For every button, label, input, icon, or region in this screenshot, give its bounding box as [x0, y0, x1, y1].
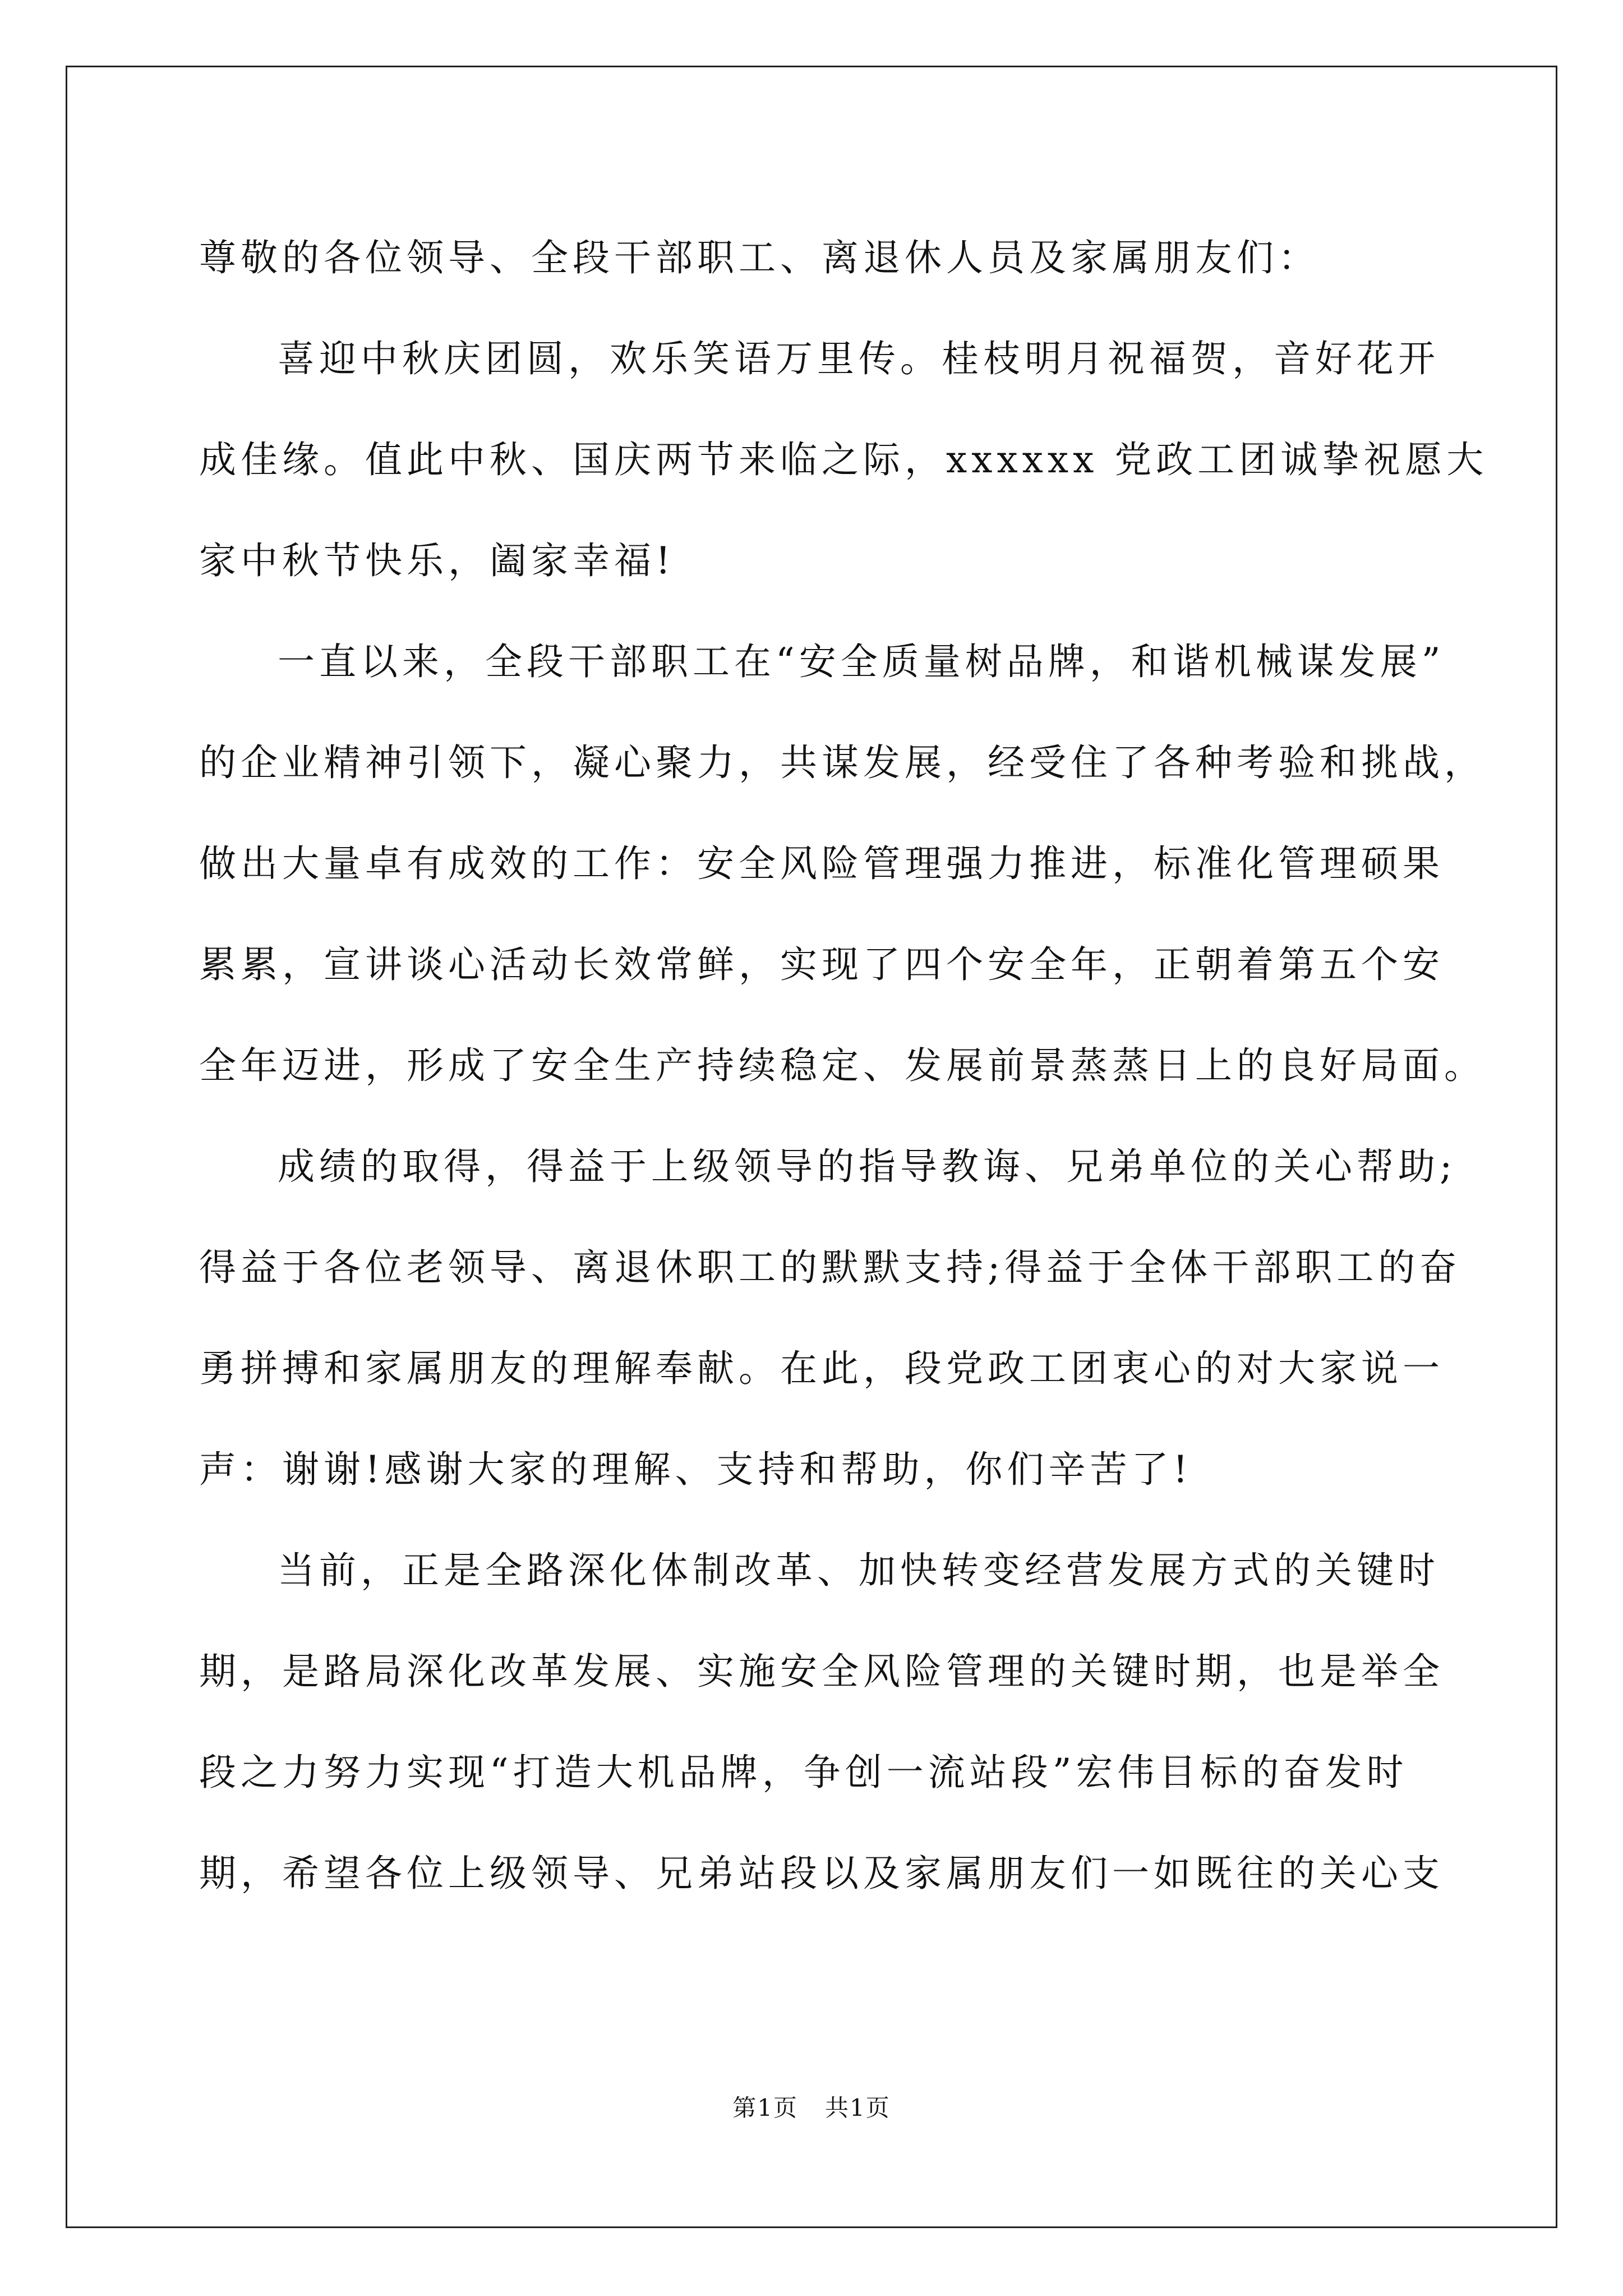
text-line: 家中秋节快乐，阖家幸福!	[199, 539, 675, 582]
text-line: 做出大量卓有成效的工作：安全风险管理强力推进，标准化管理硕果	[199, 842, 1444, 885]
page-footer	[0, 2090, 1623, 2123]
text-line: 一直以来，全段干部职工在“安全质量树品牌，和谐机械谋发展”	[278, 640, 1445, 683]
text-line: 喜迎中秋庆团圆，欢乐笑语万里传。桂枝明月祝福贺，音好花开	[278, 337, 1440, 380]
page-number: 第1页	[732, 2094, 798, 2122]
text-line: 期，希望各位上级领导、兄弟站段以及家属朋友们一如既往的关心支	[199, 1852, 1444, 1895]
text-line: 期，是路局深化改革发展、实施安全风险管理的关键时期，也是举全	[199, 1650, 1444, 1693]
text-line: 累累，宣讲谈心活动长效常鲜，实现了四个安全年，正朝着第五个安	[199, 943, 1444, 986]
page-count: 共1页	[825, 2094, 891, 2122]
text-line: 勇拼搏和家属朋友的理解奉献。在此，段党政工团衷心的对大家说一	[199, 1347, 1444, 1390]
text-line: 全年迈进，形成了安全生产持续稳定、发展前景蒸蒸日上的良好局面。	[199, 1044, 1486, 1087]
text-line: 成绩的取得，得益于上级领导的指导教诲、兄弟单位的关心帮助;	[278, 1145, 1457, 1188]
text-line: 成佳缘。值此中秋、国庆两节来临之际，xxxxxx 党政工团诚挚祝愿大	[199, 438, 1488, 481]
text-line: 当前，正是全路深化体制改革、加快转变经营发展方式的关键时	[278, 1549, 1440, 1592]
text-line: 尊敬的各位领导、全段干部职工、离退休人员及家属朋友们：	[199, 236, 1320, 279]
text-line: 得益于各位老领导、离退休职工的默默支持;得益于全体干部职工的奋	[199, 1246, 1461, 1289]
text-line: 声：谢谢!感谢大家的理解、支持和帮助，你们辛苦了!	[199, 1448, 1193, 1491]
text-line: 段之力努力实现“打造大机品牌，争创一流站段”宏伟目标的奋发时	[199, 1751, 1408, 1794]
text-line: 的企业精神引领下，凝心聚力，共谋发展，经受住了各种考验和挑战，	[199, 741, 1486, 784]
document-body	[199, 208, 1488, 1924]
